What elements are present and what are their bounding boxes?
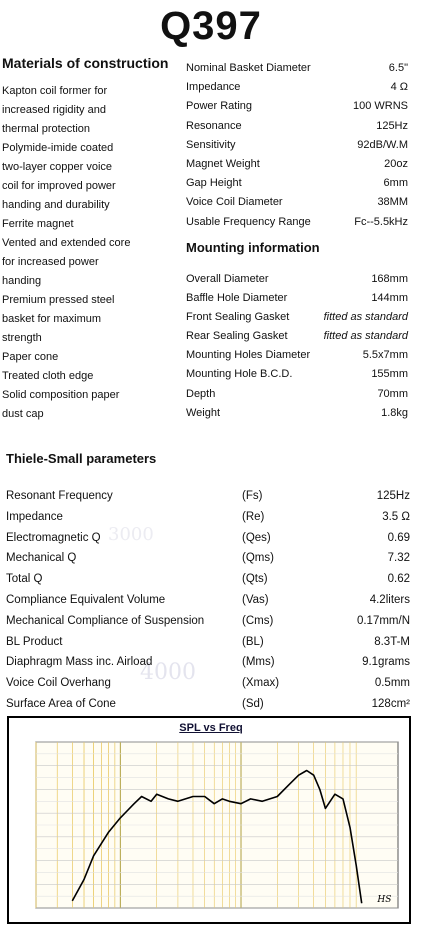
ts-symbol: (BL) bbox=[242, 635, 264, 648]
material-line: thermal protection bbox=[2, 123, 91, 135]
ts-symbol: (Fs) bbox=[242, 490, 263, 502]
material-line: increased rigidity and bbox=[2, 104, 106, 116]
ts-symbol: (Mms) bbox=[242, 656, 275, 669]
ts-symbol: (Re) bbox=[242, 510, 265, 523]
spec-label: Depth bbox=[186, 387, 216, 400]
spec-label: Sensitivity bbox=[186, 138, 236, 151]
chart-title: SPL vs Freq bbox=[179, 722, 243, 734]
ts-value: 4.2liters bbox=[369, 593, 410, 606]
spec-label: Front Sealing Gasket bbox=[186, 311, 290, 324]
ts-symbol: (Qes) bbox=[242, 531, 271, 544]
materials-heading: Materials of construction bbox=[2, 55, 169, 71]
material-line: dust cap bbox=[2, 408, 44, 420]
spec-value: Fc--5.5kHz bbox=[354, 215, 408, 228]
material-line: handing and durability bbox=[2, 199, 110, 211]
spec-value: 6.5" bbox=[388, 62, 408, 74]
ts-name: Resonant Frequency bbox=[6, 490, 113, 502]
ts-name: Surface Area of Cone bbox=[6, 697, 116, 710]
spec-label: Mounting Holes Diameter bbox=[186, 349, 311, 362]
spec-label: Mounting Hole B.C.D. bbox=[186, 368, 293, 381]
mounting-heading: Mounting information bbox=[186, 240, 320, 255]
ts-name: Mechanical Q bbox=[6, 552, 77, 565]
spec-label: Gap Height bbox=[186, 177, 242, 190]
material-line: coil for improved power bbox=[2, 180, 116, 192]
spec-label: Magnet Weight bbox=[186, 157, 260, 170]
material-line: two-layer copper voice bbox=[2, 161, 113, 173]
ts-value: 8.3T-M bbox=[374, 635, 410, 648]
ts-symbol: (Qts) bbox=[242, 573, 268, 586]
ts-value: 0.62 bbox=[387, 573, 410, 586]
material-line: for increased power bbox=[2, 256, 99, 268]
spec-value: 100 WRNS bbox=[352, 100, 408, 113]
spec-value: 6mm bbox=[383, 177, 408, 190]
ts-symbol: (Sd) bbox=[242, 697, 264, 710]
ts-symbol: (Vas) bbox=[242, 593, 269, 606]
ts-name: Electromagnetic Q bbox=[6, 531, 101, 544]
material-line: Treated cloth edge bbox=[2, 370, 94, 382]
ts-value: 0.17mm/N bbox=[356, 614, 410, 627]
ts-symbol: (Cms) bbox=[242, 614, 274, 627]
spec-value: 125Hz bbox=[376, 119, 408, 132]
spec-label: Nominal Basket Diameter bbox=[186, 62, 311, 74]
spec-label: Overall Diameter bbox=[186, 273, 269, 285]
ts-name: Impedance bbox=[6, 510, 63, 523]
material-line: Polymide-imide coated bbox=[2, 142, 114, 154]
ts-symbol: (Qms) bbox=[242, 552, 274, 565]
material-line: Ferrite magnet bbox=[2, 218, 74, 230]
spec-label: Power Rating bbox=[186, 100, 253, 113]
watermark-large: 4000 bbox=[140, 660, 196, 685]
spec-value: 1.8kg bbox=[381, 406, 408, 419]
ts-name: Compliance Equivalent Volume bbox=[6, 593, 166, 606]
spec-value: 38MM bbox=[377, 196, 408, 209]
spec-value: 5.5x7mm bbox=[362, 349, 408, 362]
spec-value: 70mm bbox=[377, 387, 408, 400]
ts-name: BL Product bbox=[6, 635, 63, 648]
ts-name: Total Q bbox=[6, 573, 43, 586]
spec-label: Resonance bbox=[186, 119, 242, 132]
spec-value: fitted as standard bbox=[323, 330, 408, 343]
spec-label: Weight bbox=[186, 406, 221, 419]
ts-value: 7.32 bbox=[387, 552, 410, 565]
spec-label: Rear Sealing Gasket bbox=[186, 330, 288, 343]
material-line: Premium pressed steel bbox=[2, 294, 115, 306]
spec-value: 168mm bbox=[371, 273, 408, 285]
ts-value: 125Hz bbox=[376, 490, 410, 502]
model-title: Q397 bbox=[160, 4, 262, 48]
spec-value: 20oz bbox=[384, 157, 408, 170]
material-line: Solid composition paper bbox=[2, 389, 120, 401]
spec-label: Baffle Hole Diameter bbox=[186, 292, 288, 305]
chart-signature: HS bbox=[377, 895, 392, 905]
ts-value: 128cm² bbox=[371, 697, 410, 710]
spec-value: fitted as standard bbox=[323, 311, 408, 324]
spec-label: Impedance bbox=[186, 81, 241, 94]
spec-value: 92dB/W.M bbox=[357, 138, 408, 151]
spec-value: 155mm bbox=[371, 368, 408, 381]
watermark-small: 3000 bbox=[108, 524, 154, 545]
spec-value: 4 Ω bbox=[390, 81, 408, 94]
material-line: Kapton coil former for bbox=[2, 85, 108, 97]
thiele-small-heading: Thiele-Small parameters bbox=[6, 451, 157, 466]
ts-value: 0.5mm bbox=[374, 677, 410, 690]
material-line: Vented and extended core bbox=[2, 237, 131, 249]
ts-value: 3.5 Ω bbox=[382, 510, 410, 523]
ts-symbol: (Xmax) bbox=[242, 677, 280, 690]
ts-value: 0.69 bbox=[387, 531, 410, 544]
ts-name: Voice Coil Overhang bbox=[6, 677, 111, 690]
spec-label: Usable Frequency Range bbox=[186, 215, 311, 228]
ts-name: Mechanical Compliance of Suspension bbox=[6, 614, 205, 627]
ts-value: 9.1grams bbox=[362, 656, 410, 669]
spec-label: Voice Coil Diameter bbox=[186, 196, 283, 209]
material-line: Paper cone bbox=[2, 351, 59, 363]
spec-value: 144mm bbox=[371, 292, 408, 305]
material-line: strength bbox=[2, 332, 42, 344]
ts-name: Diaphragm Mass inc. Airload bbox=[6, 656, 153, 669]
material-line: basket for maximum bbox=[2, 313, 102, 325]
material-line: handing bbox=[2, 275, 42, 287]
